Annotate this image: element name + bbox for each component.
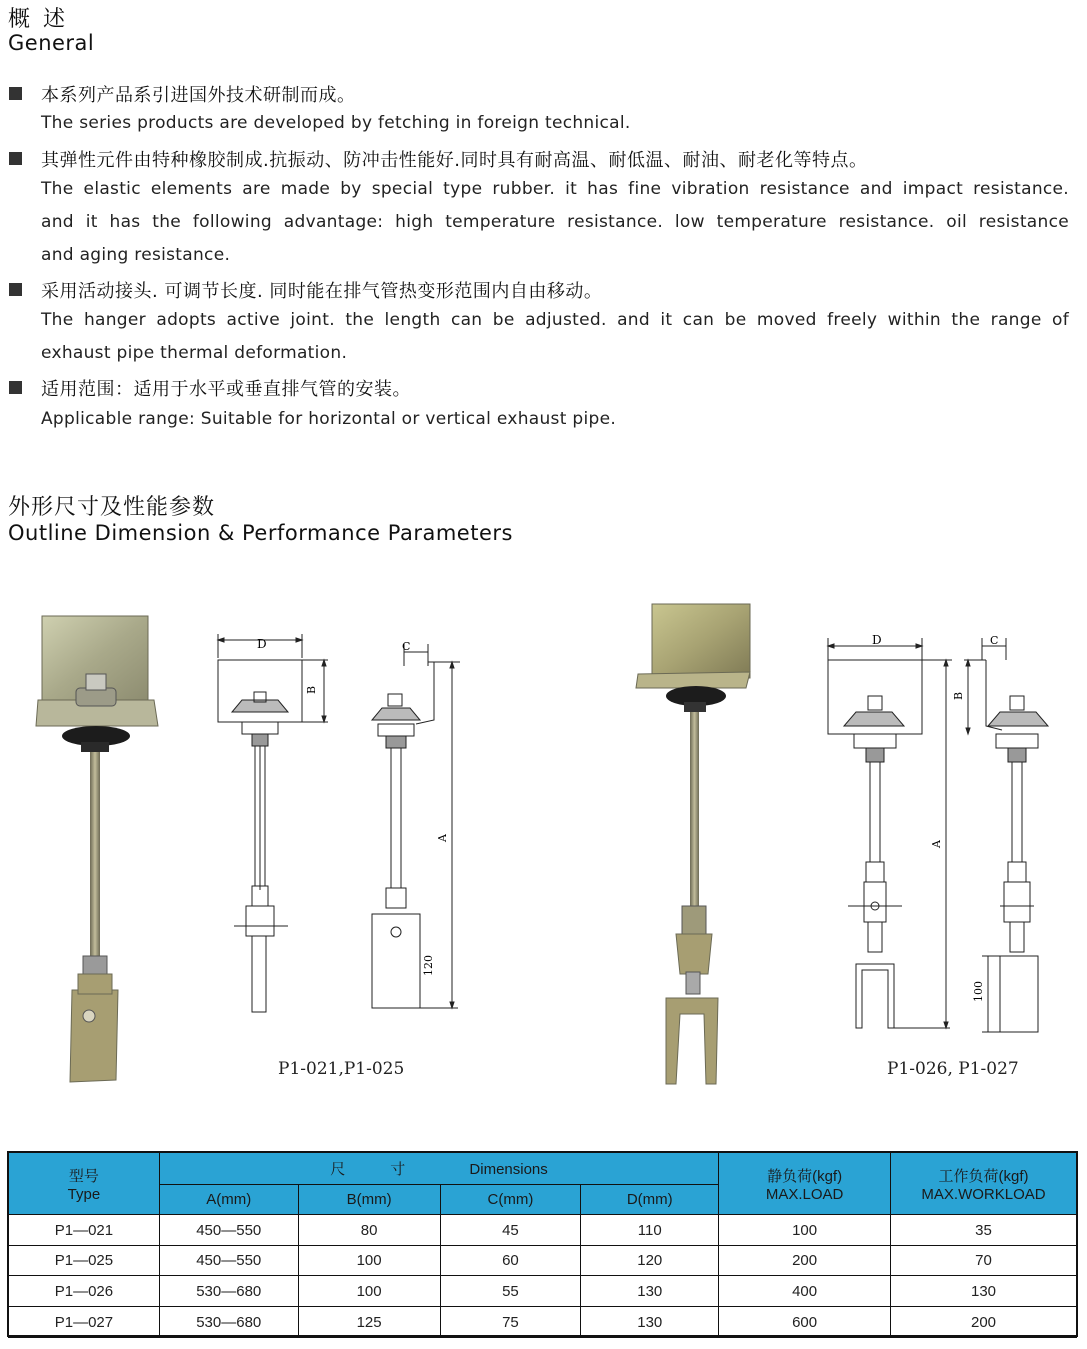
cell-a: 450—550	[159, 1215, 298, 1246]
header-type: 型号 Type	[9, 1153, 160, 1215]
cell-work: 200	[891, 1307, 1077, 1338]
cell-load: 600	[719, 1307, 891, 1338]
cell-type: P1—027	[9, 1307, 160, 1338]
section-title-cn: 概 述	[8, 7, 68, 32]
cell-b: 125	[298, 1307, 440, 1338]
section-title-en: General	[8, 31, 95, 55]
hanger-photo-p1-021	[36, 612, 166, 1084]
cell-d: 130	[581, 1276, 719, 1307]
dim-a-label: A	[436, 834, 449, 842]
header-dimensions: 尺 寸 Dimensions	[159, 1153, 718, 1185]
dim-height-label: 100	[972, 981, 985, 1002]
item-3-en-line-2: exhaust pipe thermal deformation.	[41, 343, 348, 363]
cell-work: 35	[891, 1215, 1077, 1246]
item-2-en-line-3: and aging resistance.	[41, 245, 231, 265]
cell-load: 200	[719, 1246, 891, 1276]
cell-type: P1—026	[9, 1276, 160, 1307]
dim-a-label: A	[930, 840, 943, 848]
dim-c-label: C	[990, 634, 999, 647]
header-static-load: 静负荷(kgf) MAX.LOAD	[719, 1153, 891, 1215]
spec-table	[8, 1152, 1077, 1338]
dim-c-label: C	[402, 640, 411, 653]
cell-type: P1—021	[9, 1215, 160, 1246]
drawing-p1-021-front	[212, 630, 332, 1015]
item-2-en-line-2: and it has the following advantage: high temperature resistance. low temperature resistance. oil resistance	[41, 212, 1069, 232]
hanger-photo-p1-026	[632, 602, 754, 1088]
dim-b-label: B	[305, 685, 318, 694]
cell-a: 530—680	[159, 1307, 298, 1338]
bullet-square-icon	[9, 87, 22, 100]
item-4-cn: 适用范围：适用于水平或垂直排气管的安装。	[41, 379, 411, 400]
item-1-en-line-1: The series products are developed by fetching in foreign technical.	[41, 113, 631, 133]
cell-load: 100	[719, 1215, 891, 1246]
item-3-en-line-1: The hanger adopts active joint. the length can be adjusted. and it can be moved freely within the range of	[41, 310, 1069, 330]
item-2-en-line-1: The elastic elements are made by special type rubber. it has fine vibration resistance and impact resistance.	[41, 179, 1069, 199]
outline-title-cn: 外形尺寸及性能参数	[8, 495, 216, 520]
dim-b-label: B	[952, 691, 965, 700]
drawing-p1-021-side	[360, 636, 470, 1016]
dim-d-label: D	[872, 633, 882, 647]
cell-type: P1—025	[9, 1246, 160, 1276]
cell-a: 450—550	[159, 1246, 298, 1276]
drawing-p1-026-side	[952, 630, 1072, 1040]
item-4-en-line-1: Applicable range: Suitable for horizontal or vertical exhaust pipe.	[41, 409, 617, 429]
cell-work: 70	[891, 1246, 1077, 1276]
outline-title-en: Outline Dimension & Performance Parameters	[8, 521, 513, 545]
item-3-cn: 采用活动接头. 可调节长度. 同时能在排气管热变形范围内自由移动。	[41, 281, 603, 302]
caption-left: P1-021,P1-025	[278, 1059, 405, 1079]
dim-height-label: 120	[422, 955, 435, 976]
cell-a: 530—680	[159, 1276, 298, 1307]
cell-c: 60	[440, 1246, 581, 1276]
header-col-a: A(mm)	[159, 1185, 298, 1215]
cell-b: 100	[298, 1246, 440, 1276]
header-col-b: B(mm)	[298, 1185, 440, 1215]
cell-c: 75	[440, 1307, 581, 1338]
cell-d: 110	[581, 1215, 719, 1246]
item-2-cn: 其弹性元件由特种橡胶制成.抗振动、防冲击性能好.同时具有耐高温、耐低温、耐油、耐老化等特点。	[41, 150, 868, 171]
header-col-c: C(mm)	[440, 1185, 581, 1215]
caption-right: P1-026, P1-027	[887, 1059, 1019, 1079]
bullet-square-icon	[9, 283, 22, 296]
cell-b: 80	[298, 1215, 440, 1246]
cell-d: 120	[581, 1246, 719, 1276]
table-row	[9, 1246, 1077, 1276]
cell-work: 130	[891, 1276, 1077, 1307]
drawing-p1-026-front	[822, 630, 954, 1040]
table-row	[9, 1276, 1077, 1307]
cell-load: 400	[719, 1276, 891, 1307]
bullet-square-icon	[9, 152, 22, 165]
bullet-square-icon	[9, 381, 22, 394]
header-col-d: D(mm)	[581, 1185, 719, 1215]
cell-d: 130	[581, 1307, 719, 1338]
cell-c: 45	[440, 1215, 581, 1246]
item-1-cn: 本系列产品系引进国外技术研制而成。	[41, 85, 356, 106]
table-row	[9, 1307, 1077, 1338]
table-row	[9, 1215, 1077, 1246]
cell-b: 100	[298, 1276, 440, 1307]
dim-d-label: D	[257, 637, 267, 651]
cell-c: 55	[440, 1276, 581, 1307]
header-work-load: 工作负荷(kgf) MAX.WORKLOAD	[891, 1153, 1077, 1215]
